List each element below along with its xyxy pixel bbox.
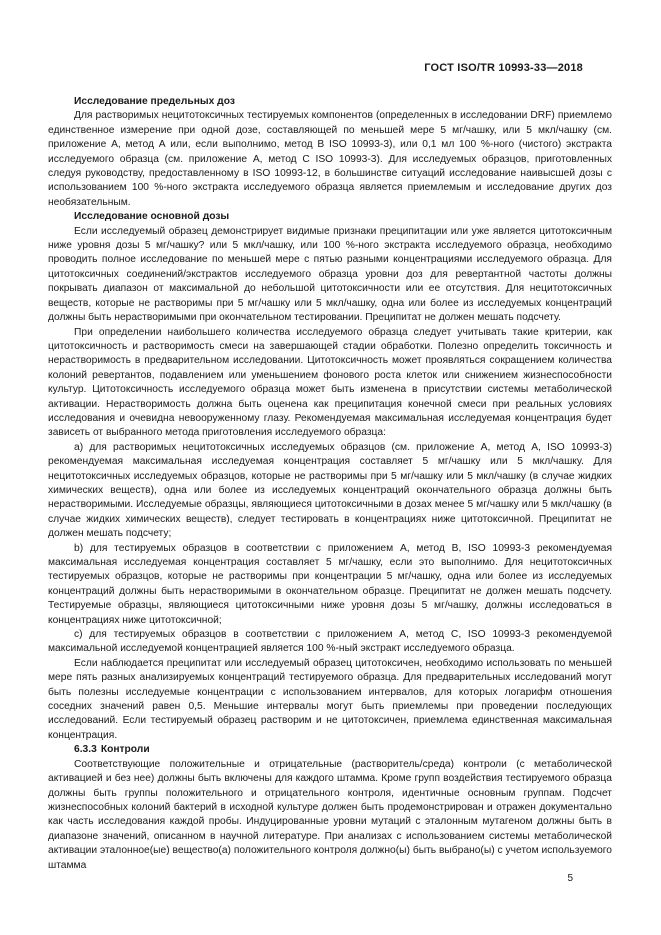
document-id: ГОСТ ISO/TR 10993-33—2018 xyxy=(424,62,583,74)
section-number: 6.3.3 xyxy=(74,744,97,756)
section-heading-controls xyxy=(48,743,612,757)
paragraph: Для растворимых нецитотоксичных тестируемых компонентов (определенных в исследовании DRF) приемлемо единственное измерение при одной дозе, составляющей по меньшей мере 5 мг/чашку, или 5 мкл/чашку (см. приложение А, метод А или, если выполнимо, метод В ISO 10993-3), или 0,1 мл 100 %-ного (чистого) экстракта исследуемого образца (см. приложение А, метод С ISO 10993-3). Для исследуемых образцов, приготовленных следуя руководству, предоставленному в ISO 10993-12, в большинстве ситуаций исследование наивысшей дозы с использованием 100 %-ного экстракта исследуемого образца является приемлемым и исследование других доз необязательным. xyxy=(48,110,612,208)
section-heading-limit-dose: Исследование предельных доз xyxy=(74,96,235,107)
page-number: 5 xyxy=(567,873,573,884)
section-heading-main-dose: Исследование основной дозы xyxy=(74,211,230,223)
paragraph: Если исследуемый образец демонстрирует видимые признаки преципитации или уже является цитотоксичным ниже уровня дозы 5 мг/чашку? или 5 мкл/чашку, или 100 %-ного экстракта исследуемого образца, необходимо проводить полное исследование по меньшей мере с пятью разными концентрациями исследуемого образца. Для цитотоксичных соединений/экстрактов исследуемого образца уровни доз для ревертантной частоты должны покрывать диапазон от максимальной до небольшой цитотоксичности или ее отсутствия. Для нецитотоксичных веществ, которые не растворимы при 5 мг/чашку или 5 мкл/чашку, одна или более из исследуемых концентраций должны быть нерастворимыми при окончательном тестировании. Преципитат не должен мешать подсчету. xyxy=(48,225,612,324)
list-item-a: а) для растворимых нецитотоксичных исследуемых образцов (см. приложение А, метод А, ISO 10993-3) рекомендуемая максимальная исследуемая концентрация составляет 5 мг/чашку или 5 мкл/чашку. Для нецитотоксичных исследуемых образцов, которые не растворимы при 5 мг/чашку или 5 мкл/чашку (в случае жидких химических веществ), одна или более из исследуемых концентраций окончательного образца должны быть нерастворимыми. Исследуемые образцы, являющиеся цитотоксичными в дозах менее 5 мг/чашку или 5 мкл/чашку (в случае жидких химических веществ), следует тестировать в концентрациях ниже цитотоксичной. Преципитат не должен мешать подсчету; xyxy=(48,441,612,540)
list-item-b: b) для тестируемых образцов в соответствии с приложением А, метод В, ISO 10993-3 рекомендуемая максимальная исследуемая концентрация составляет 5 мг/чашку, если это выполнимо. Для нецитотоксичных тестируемых образцов, которые не растворимы при концентрации 5 мг/чашку, одна или более из исследуемых концентраций должны быть нерастворимыми в окончательном образце. Преципитат не должен мешать подсчету. Тестируемые образцы, являющиеся цитотоксичными ниже уровня дозы 5 мг/чашку, должны исследоваться в концентрациях ниже цитотоксичной; xyxy=(48,542,612,626)
paragraph: При определении наибольшего количества исследуемого образца следует учитывать такие критерии, как цитотоксичность и растворимость смеси на завершающей стадии обработки. Полезно определить токсичность и нерастворимость в предварительном исследовании. Цитотоксичность может проявляться сокращением количества колоний ревертантов, подавлением или уменьшением фонового роста клеток или снижением жизнеспособности культур. Цитотоксичность исследуемого образца может быть изменена в присутствии системы метаболической активации. Нерастворимость должна быть оценена как преципитация конечной смеси при реальных условиях исследования и очевидна невооруженному глазу. Рекомендуемая максимальная исследуемая концентрация будет зависеть от выбранного метода приготовления исследуемого образца: xyxy=(48,326,612,439)
paragraph: Соответствующие положительные и отрицательные (растворитель/среда) контроли (с метаболической активацией и без нее) должны быть включены для каждого штамма. Кроме групп воздействия тестируемого образца должны быть группы положительного и отрицательного контроля, идентичные основным группам. Подсчет жизнеспособных колоний бактерий в исходной культуре должен быть продемонстрирован и отражен документально как часть исследования каждой пробы. Индуцированные уровни мутаций с эталонным мутагеном должны быть в диапазоне значений, описанном в научной литературе. При анализах с использованием системы метаболической активации эталонное(ые) вещество(а) положительного контроля должно(ы) быть выбрано(ы) с учетом используемого штамма xyxy=(48,758,612,871)
section-title: Контроли xyxy=(100,744,150,756)
paragraph: Если наблюдается преципитат или исследуемый образец цитотоксичен, необходимо использовать по меньшей мере пять разных анализируемых концентраций тестируемого образца. Для предварительных исследований могут быть полезны исследуемые концентрации с использованием интервалов, для которых логарифм отношения соседних значений равен 0,5. Меньшие интервалы могут быть приемлемы при проведении последующих исследований. Если тестируемый образец растворим и не цитотоксичен, приемлема единственная максимальная концентрация. xyxy=(48,657,612,741)
page-body xyxy=(48,95,612,873)
list-item-c: с) для тестируемых образцов в соответствии с приложением А, метод С, ISO 10993-3 рекомендуемой максимальной исследуемой концентрацией является 100 %-ный экстракт исследуемого образца. xyxy=(48,629,612,655)
